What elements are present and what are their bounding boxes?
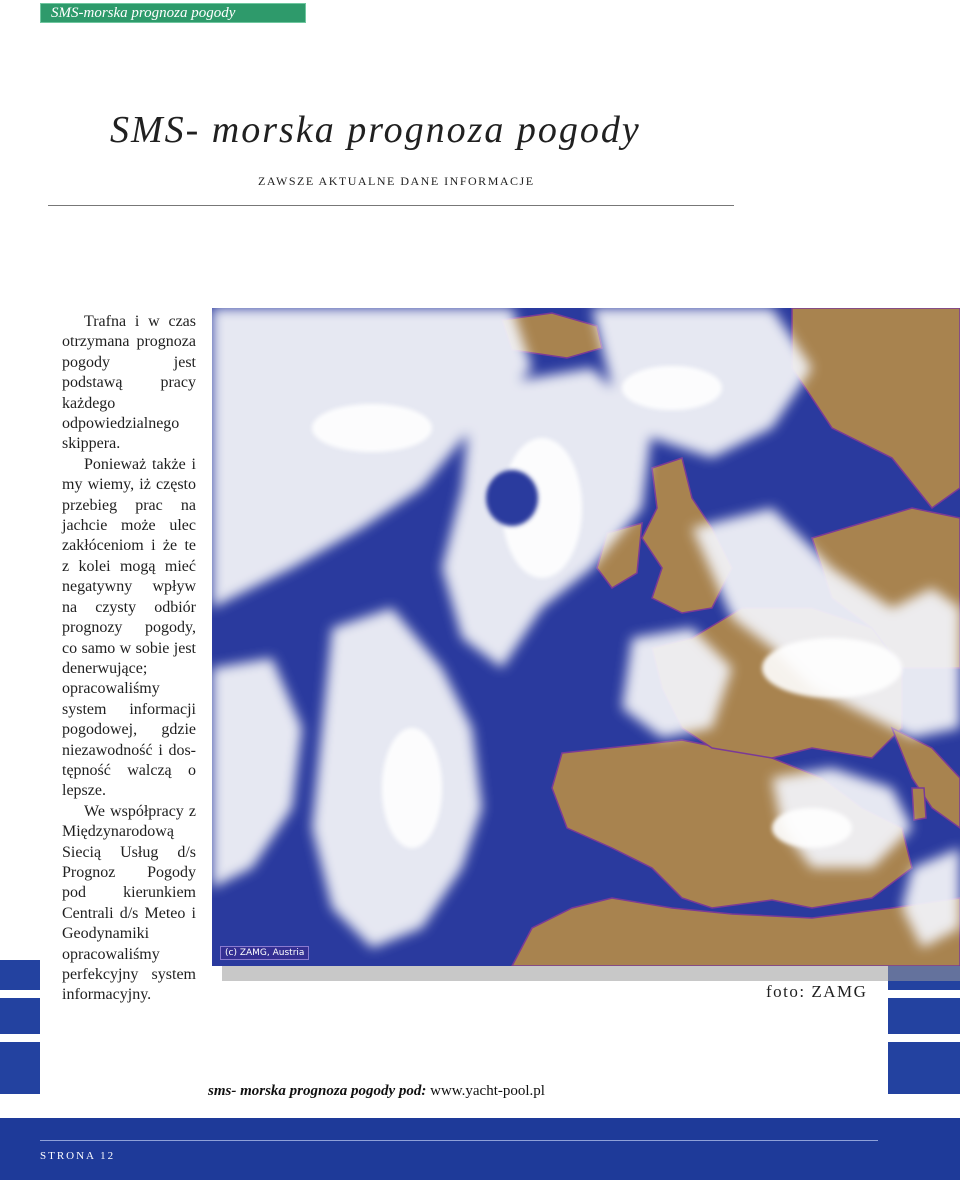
cyclone-eye	[486, 470, 538, 526]
article-subtitle: ZAWSZE AKTUALNE DANE INFORMACJE	[258, 174, 535, 188]
corsica	[912, 788, 926, 820]
right-stripe	[888, 1042, 960, 1094]
article-body	[62, 312, 196, 1006]
left-stripe	[0, 998, 40, 1034]
cloud	[622, 366, 722, 410]
right-stripe	[888, 998, 960, 1034]
title-divider	[48, 205, 734, 206]
paragraph: We współpracy z Międzynarodową Siecią Usług d/s Prognoz Pogody pod kierunkiem Centrali d/s Meteo i Geodynamiki opracowaliśmy perfekcyjny system informacyjny.	[62, 802, 196, 1004]
photo-copyright: (c) ZAMG, Austria	[220, 946, 309, 960]
left-stripe	[0, 960, 40, 990]
bottom-band	[0, 1118, 960, 1180]
paragraph: Trafna i w czas otrzymana prognoza pogody jest podstawą pracy każdego odpowiedzialnego skippera.	[62, 313, 196, 453]
paragraph: Ponieważ także i my wiemy, iż często przebieg prac na jachcie może ulec zakłóceniom i że te z kolei mogą mieć negatywny wpływ na czysty odbiór prognozy pogody, co samo w sobie jest denerwujące; opracowaliśmy system informacji pogodowej, gdzie niezawodność i dos-tępność walczą o lepsze.	[62, 455, 196, 800]
cloud	[762, 638, 902, 698]
bottom-rule	[40, 1140, 878, 1141]
photo-credit: foto: ZAMG	[762, 982, 871, 1002]
footer-url[interactable]: www.yacht-pool.pl	[430, 1083, 545, 1099]
page-number: STRONA 12	[40, 1150, 116, 1162]
cloud	[312, 404, 432, 452]
section-tab-label: SMS-morska prognoza pogody	[51, 5, 236, 21]
section-tab	[40, 3, 306, 23]
satellite-photo	[212, 308, 960, 966]
satellite-image	[212, 308, 960, 966]
footer-link-label: sms- morska prognoza pogody pod:	[208, 1083, 427, 1099]
cloud	[382, 728, 442, 848]
cloud	[772, 808, 852, 848]
article-title: SMS- morska prognoza pogody	[110, 109, 641, 151]
footer-link-line	[208, 1083, 545, 1100]
left-stripe	[0, 1042, 40, 1094]
